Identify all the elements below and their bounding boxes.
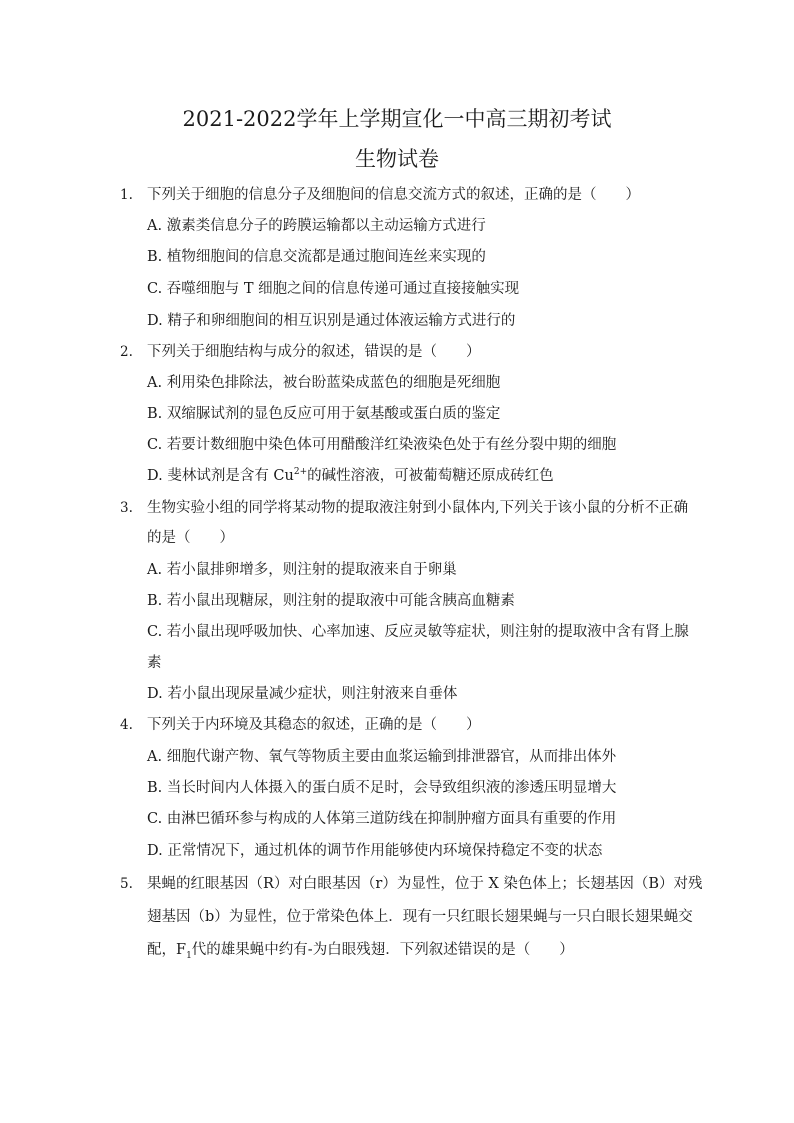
- question-stem: 生物实验小组的同学将某动物的提取液注射到小鼠体内,下列关于该小鼠的分析不正确: [147, 500, 689, 516]
- option-b: B. 植物细胞间的信息交流都是通过胞间连丝来实现的: [147, 249, 486, 265]
- option-d-text-rest: 的碱性溶液，可被葡萄糖还原成砖红色: [307, 468, 554, 484]
- stem-text: 配，F: [147, 942, 187, 958]
- option-c: C. 吞噬细胞与 T 细胞之间的信息传递可通过直接接触实现: [147, 281, 520, 297]
- question-number: 2.: [120, 344, 133, 360]
- question-number: 5.: [120, 876, 133, 892]
- question-stem: 果蝇的红眼基因（R）对白眼基因（r）为显性，位于 X 染色体上；长翅基因（B）对残: [147, 876, 703, 892]
- option-d: D. 正常情况下，通过机体的调节作用能够使内环境保持稳定不变的状态: [147, 843, 603, 859]
- option-b: B. 双缩脲试剂的显色反应可用于氨基酸或蛋白质的鉴定: [147, 406, 501, 422]
- question-stem-continued: 翅基因（b）为显性，位于常染色体上．现有一只红眼长翅果蝇与一只白眼长翅果蝇交: [147, 909, 693, 925]
- option-c-continued: 素: [147, 655, 162, 671]
- option-b: B. 若小鼠出现糖尿，则注射的提取液中可能含胰高血糖素: [147, 593, 515, 609]
- question-stem-continued-2: [147, 940, 574, 960]
- option-c: C. 若小鼠出现呼吸加快、心率加速、反应灵敏等症状，则注射的提取液中含有肾上腺: [147, 624, 689, 640]
- option-c: C. 由淋巴循环参与构成的人体第三道防线在抑制肿瘤方面具有重要的作用: [147, 811, 617, 827]
- option-d: [147, 466, 554, 486]
- option-d-text: D. 斐林试剂是含有 Cu: [147, 468, 294, 484]
- question-stem: 下列关于细胞结构与成分的叙述，错误的是（ ）: [147, 344, 481, 360]
- question-stem-continued: 的是（ ）: [147, 530, 234, 546]
- stem-text-rest: 代的雄果蝇中约有-为白眼残翅．下列叙述错误的是（ ）: [191, 942, 574, 958]
- option-c: C. 若要计数细胞中染色体可用醋酸洋红染液染色处于有丝分裂中期的细胞: [147, 437, 617, 453]
- superscript-charge: 2+: [293, 467, 308, 478]
- subject-title: 生物试卷: [355, 147, 439, 171]
- exam-title: 2021-2022学年上学期宣化一中高三期初考试: [182, 107, 612, 131]
- option-b: B. 当长时间内人体摄入的蛋白质不足时，会导致组织液的渗透压明显增大: [147, 780, 617, 796]
- option-a: A. 利用染色排除法，被台盼蓝染成蓝色的细胞是死细胞: [147, 375, 501, 391]
- option-d: D. 若小鼠出现尿量减少症状，则注射液来自垂体: [147, 686, 458, 702]
- option-a: A. 细胞代谢产物、氧气等物质主要由血浆运输到排泄器官，从而排出体外: [147, 749, 617, 765]
- question-number: 1.: [120, 187, 133, 203]
- option-d: D. 精子和卵细胞间的相互识别是通过体液运输方式进行的: [147, 313, 516, 329]
- option-a: A. 若小鼠排卵增多，则注射的提取液来自于卵巢: [147, 562, 457, 578]
- option-a: A. 激素类信息分子的跨膜运输都以主动运输方式进行: [147, 218, 486, 234]
- question-stem: 下列关于细胞的信息分子及细胞间的信息交流方式的叙述，正确的是（ ）: [147, 187, 640, 203]
- question-number: 3.: [120, 500, 133, 516]
- question-number: 4.: [120, 717, 133, 733]
- question-stem: 下列关于内环境及其稳态的叙述，正确的是（ ）: [147, 717, 481, 733]
- subscript-generation: 1: [186, 950, 192, 961]
